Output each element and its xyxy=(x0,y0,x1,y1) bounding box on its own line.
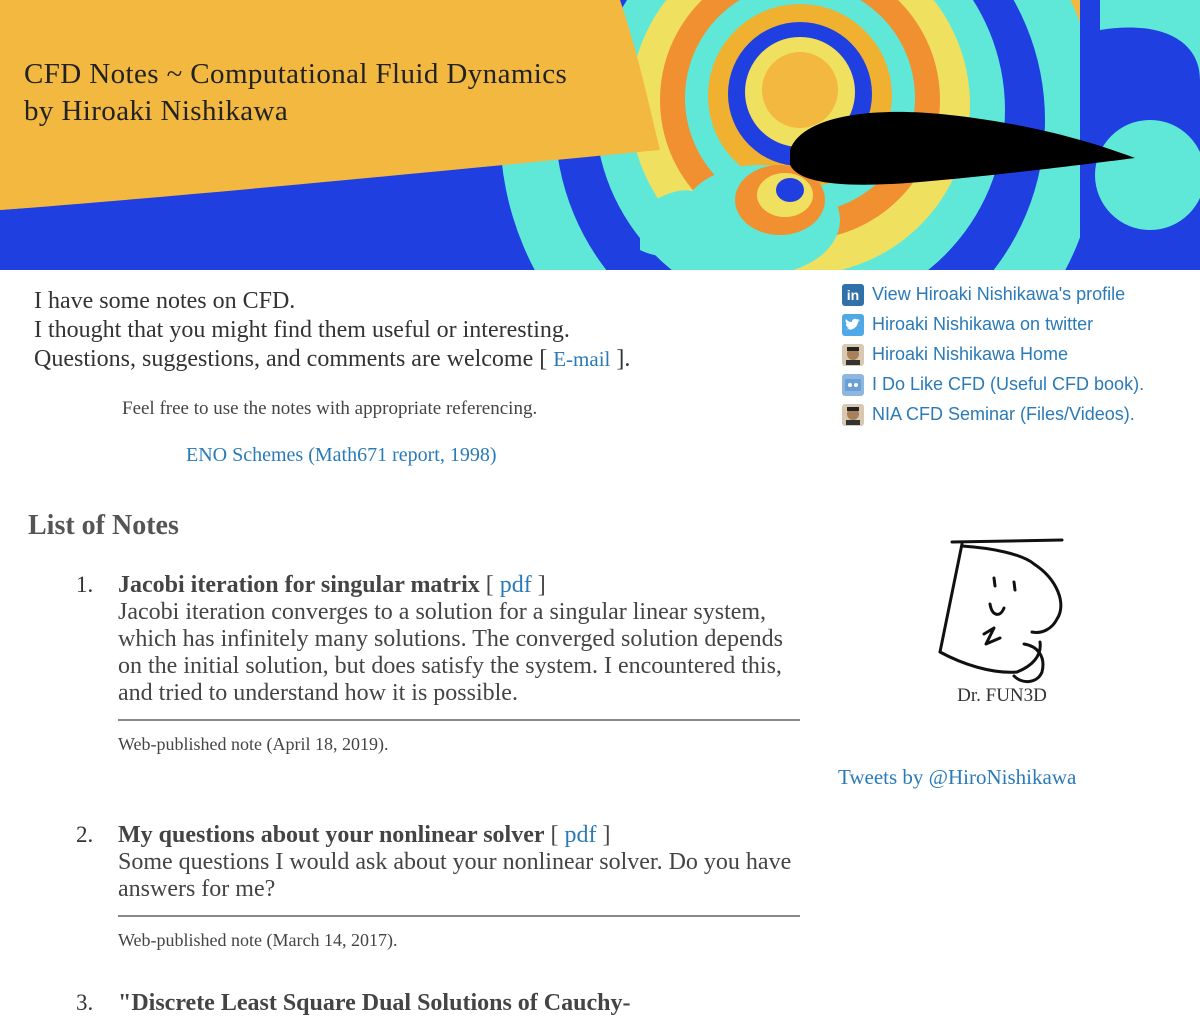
sidebar-item-label[interactable]: NIA CFD Seminar (Files/Videos). xyxy=(872,404,1135,424)
note-title: Jacobi iteration for singular matrix xyxy=(118,572,480,598)
book-icon xyxy=(842,374,864,396)
note-published: Web-published note (March 14, 2017). xyxy=(118,930,398,950)
intro-line2: I thought that you might find them useful or interesting. xyxy=(34,317,570,343)
divider xyxy=(118,915,800,917)
twitter-icon xyxy=(842,314,864,336)
note-description: Jacobi iteration converges to a solution for a singular linear system, which has infinitely many solutions. The converged solution depends on the initial solution, but does satisfy the system. I encountered this, and tried to understand how it is possible. xyxy=(118,599,784,706)
banner-title-line2: by Hiroaki Nishikawa xyxy=(24,95,289,127)
pdf-bracket-open: [ xyxy=(550,822,559,848)
note-title: "Discrete Least Square Dual Solutions of Cauchy- xyxy=(118,990,631,1016)
sidebar-item-twitter[interactable] xyxy=(842,309,1144,340)
note-body xyxy=(118,990,806,1017)
intro-line3-prefix: Questions, suggestions, and comments are welcome [ xyxy=(34,346,548,372)
note-number: 3. xyxy=(76,990,94,1015)
note-number: 1. xyxy=(76,572,94,597)
list-item xyxy=(76,572,806,755)
sidebar-item-home[interactable] xyxy=(842,339,1144,370)
pdf-bracket-open: [ xyxy=(485,572,494,598)
sidebar-item-nia-seminar[interactable] xyxy=(842,399,1144,430)
face-icon xyxy=(842,344,864,366)
tweets-link[interactable]: Tweets by @HiroNishikawa xyxy=(838,765,1077,789)
note-body xyxy=(118,822,806,903)
intro-line3 xyxy=(34,345,630,374)
sidebar-item-label[interactable]: View Hiroaki Nishikawa's profile xyxy=(872,284,1126,304)
list-heading: List of Notes xyxy=(28,510,179,541)
sidebar-item-label[interactable]: Hiroaki Nishikawa Home xyxy=(872,344,1069,364)
dr-fun3d-face-icon xyxy=(922,534,1082,684)
email-link[interactable]: E-mail xyxy=(553,347,611,371)
banner-flow-image xyxy=(0,0,1200,270)
linkedin-icon: in xyxy=(842,284,864,306)
sidebar-item-label[interactable]: I Do Like CFD (Useful CFD book). xyxy=(872,374,1145,394)
sidebar-item-cfd-book[interactable] xyxy=(842,369,1144,400)
divider xyxy=(118,719,800,721)
sidebar-item-label[interactable]: Hiroaki Nishikawa on twitter xyxy=(872,314,1094,334)
note-number: 2. xyxy=(76,822,94,847)
note-published: Web-published note (April 18, 2019). xyxy=(118,734,389,754)
pdf-bracket-close: ] xyxy=(602,822,611,848)
intro-line3-suffix: ]. xyxy=(616,346,631,372)
banner-title-line1: CFD Notes ~ Computational Fluid Dynamics xyxy=(24,58,568,90)
intro-text xyxy=(34,287,630,374)
sidebar-links xyxy=(842,279,1144,429)
dr-fun3d-figure xyxy=(912,534,1092,707)
dr-fun3d-label: Dr. FUN3D xyxy=(957,685,1047,706)
note-description: Some questions I would ask about your nonlinear solver. Do you have answers for me? xyxy=(118,849,792,902)
pdf-link[interactable]: pdf xyxy=(499,572,532,598)
list-item xyxy=(76,990,806,1017)
usage-note: Feel free to use the notes with appropriate referencing. xyxy=(122,398,538,419)
pdf-link[interactable]: pdf xyxy=(564,822,597,848)
list-item xyxy=(76,822,806,951)
intro-line1: I have some notes on CFD. xyxy=(34,288,296,314)
note-title: My questions about your nonlinear solver xyxy=(118,822,545,848)
eno-schemes-link[interactable]: ENO Schemes (Math671 report, 1998) xyxy=(186,444,497,466)
pdf-bracket-close: ] xyxy=(537,572,546,598)
face-icon xyxy=(842,404,864,426)
note-body xyxy=(118,572,806,707)
banner-title xyxy=(24,56,567,130)
sidebar-item-linkedin[interactable] xyxy=(842,279,1144,310)
header-banner xyxy=(0,0,1200,270)
